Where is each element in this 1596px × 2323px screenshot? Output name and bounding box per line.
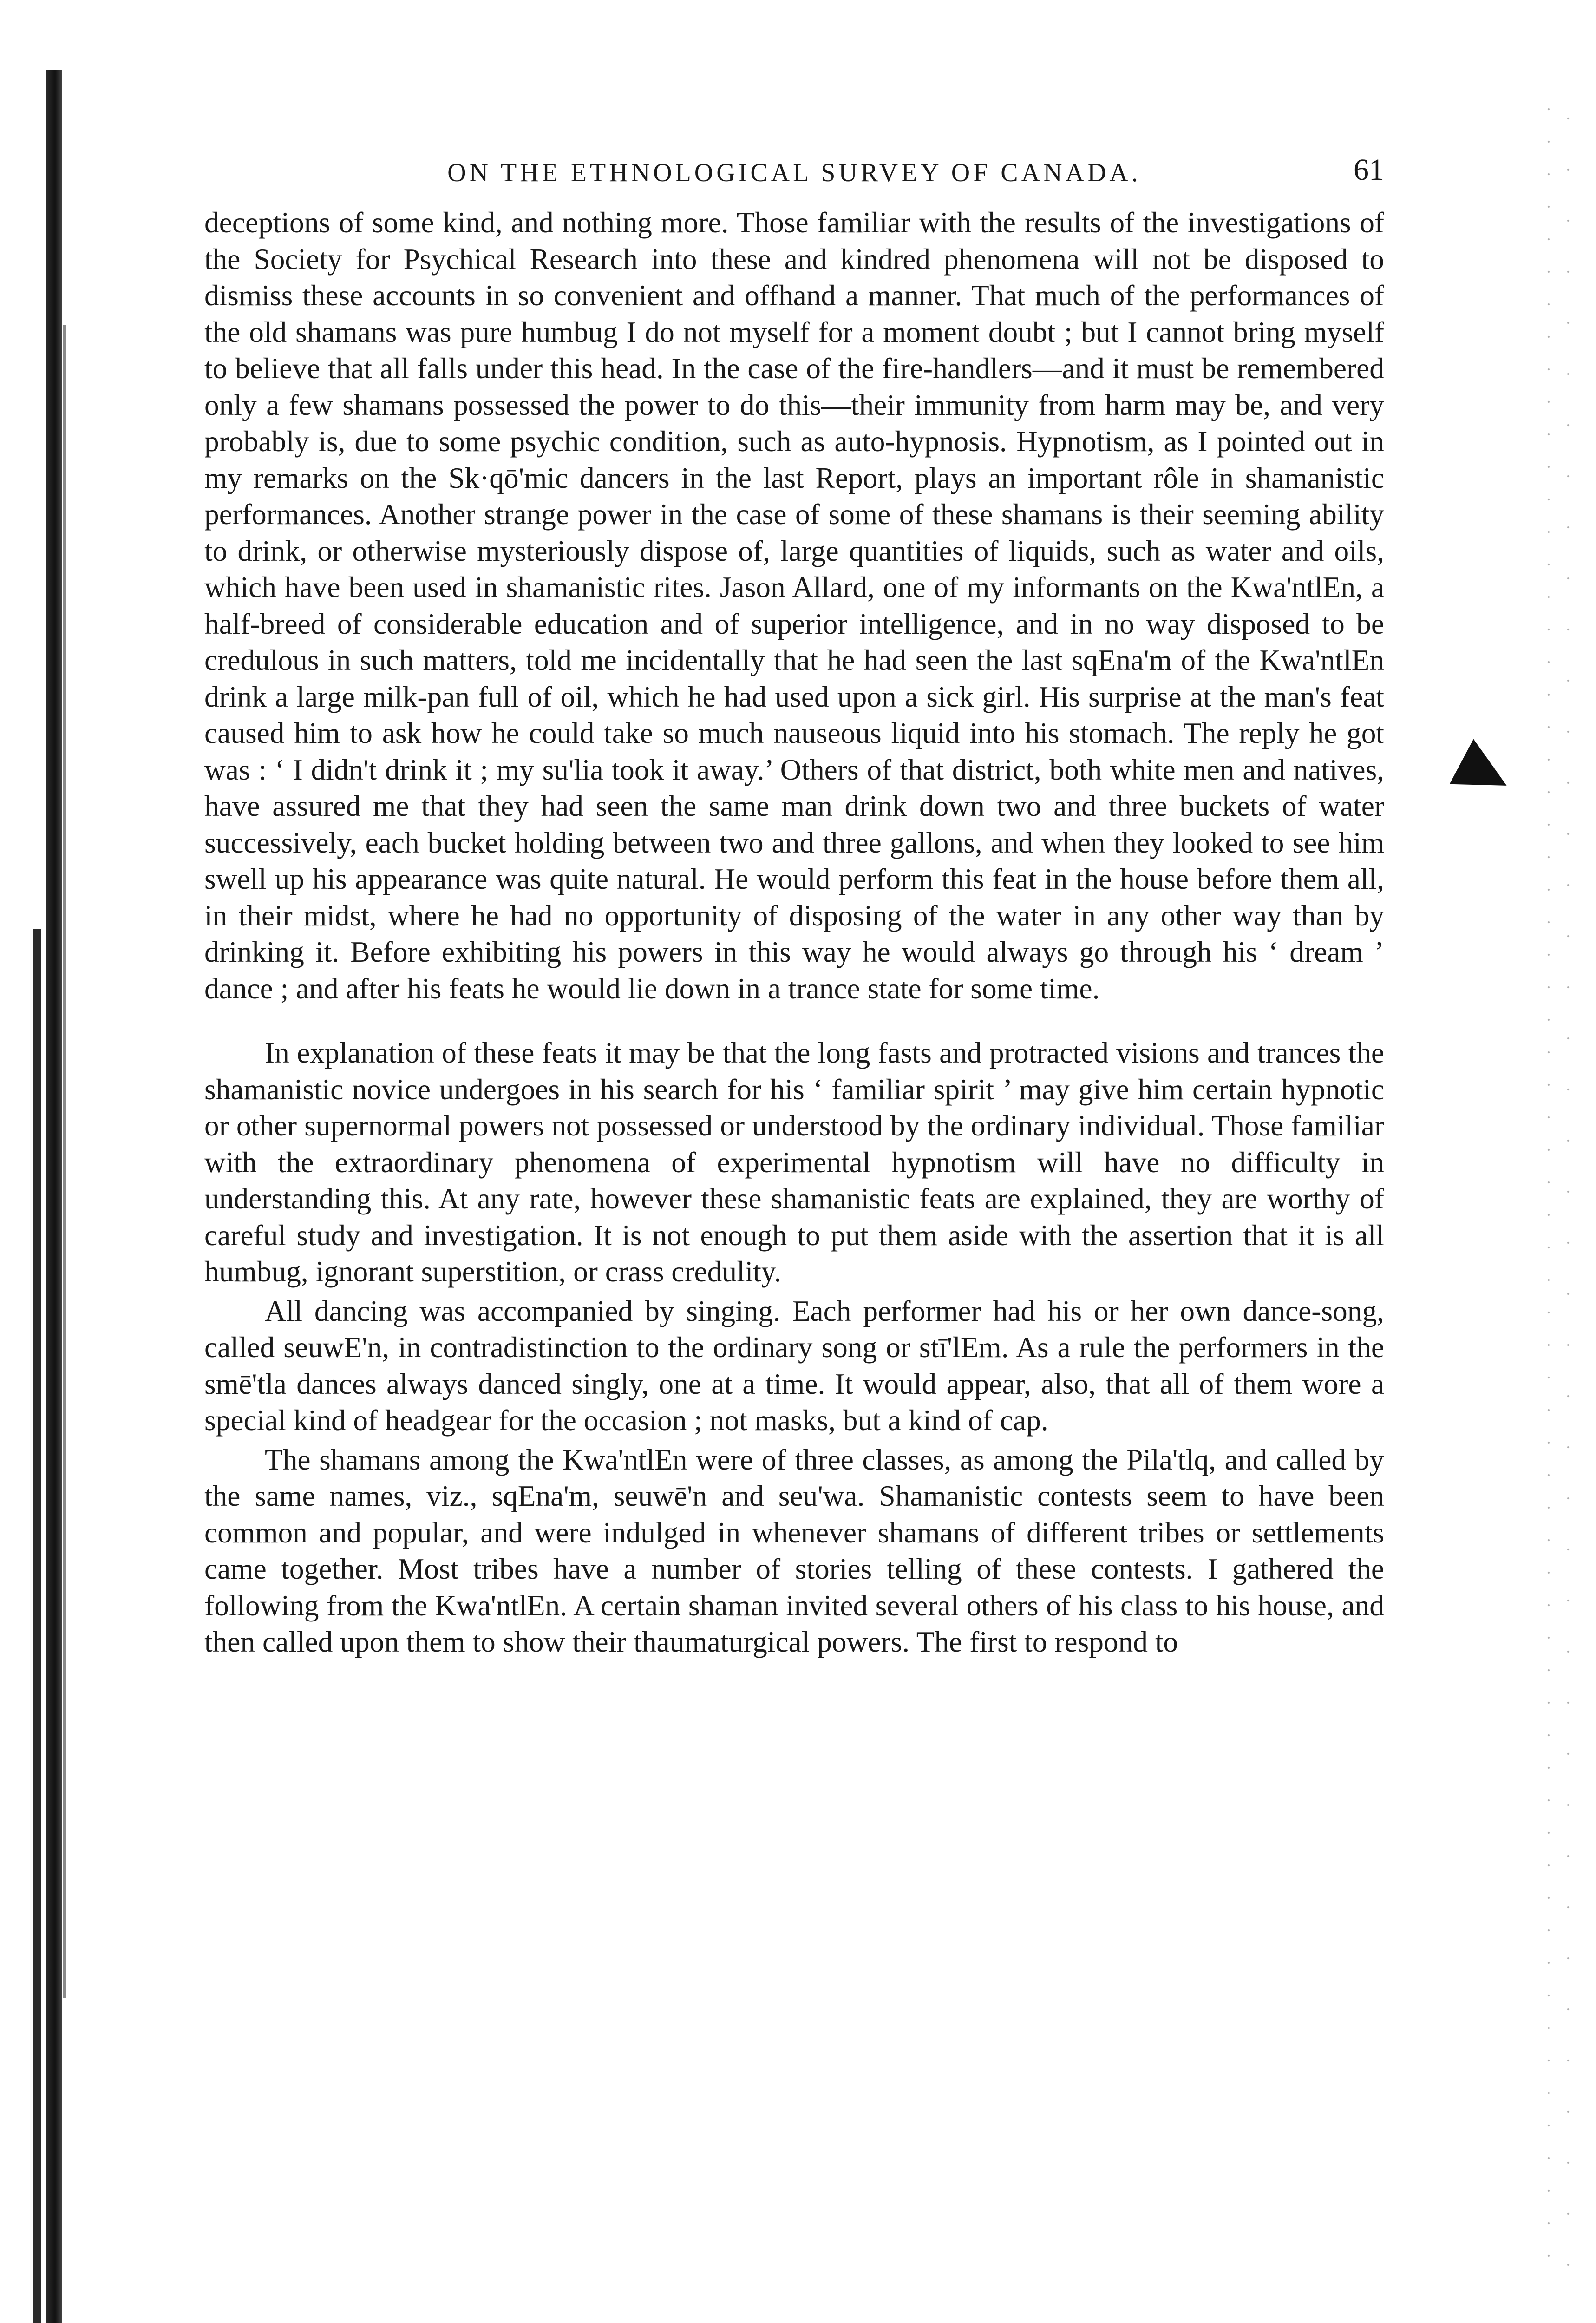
paragraph: The shamans among the Kwa'ntlEn were of three classes, as among the Pila'tlq, and called by the same names, viz., sqEna'm, seuwē'n and seu'wa. Shamanistic contests seem to have been common and popular, and were indulged in whenever shamans of different tribes or settlements came together. Most tribes have a number of stories telling of these contests. I gathered the following from the Kwa'ntlEn. A certain shaman invited several others of his class to his house, and then called upon them to show their thaumaturgical powers. The first to respond to (204, 1443, 1384, 1658)
text-body (204, 204, 1384, 1660)
page-number: 61 (1354, 153, 1384, 187)
paragraph: In explanation of these feats it may be that the long fasts and protracted visions and trances the shamanistic novice undergoes in his search for his ‘ familiar spirit ’ may give him certain hypnotic or other supernormal powers not possessed or understood by the ordinary individual. Those familiar with the extraordinary phenomena of experimental hypnotism will have no difficulty in understanding this. At any rate, however these shamanistic feats are explained, they are worthy of careful study and investigation. It is not enough to put them aside with the assertion that it is all humbug, ignorant superstition, or crass credulity. (204, 1037, 1384, 1288)
scan-specks (1566, 93, 1570, 2277)
binding-shadow (46, 70, 62, 2323)
scan-specks (1547, 93, 1550, 2277)
running-title: ON THE ETHNOLOGICAL SURVEY OF CANADA. (447, 158, 1141, 187)
page (204, 139, 1384, 1660)
binding-shadow-inner (63, 325, 66, 1998)
paragraph: All dancing was accompanied by singing. Each performer had his or her own dance-song, called seuwE'n, in contradistinction to the ordinary song or stī'lEm. As a rule the performers in the smē'tla dances always danced singly, one at a time. It would appear, also, that all of them wore a special kind of headgear for the occasion ; not masks, but a kind of cap. (204, 1294, 1384, 1437)
binding-shadow-outer (33, 929, 41, 2323)
running-head (204, 139, 1384, 195)
paragraph: deceptions of some kind, and nothing more. Those familiar with the results of the investigations of the Society for Psychical Research into these and kindred phenomena will not be disposed to dismiss these accounts in so convenient and offhand a manner. That much of the performances of the old shamans was pure humbug I do not myself for a moment doubt ; but I cannot bring myself to believe that all falls under this head. In the case of the fire-handlers—and it must be remembered only a few shamans possessed the power to do this—their immunity from harm may be, and very probably is, due to some psychic condition, such as auto-hypnosis. Hypnotism, as I pointed out in my remarks on the Sk·qō'mic dancers in the last Report, plays an important rôle in shamanistic performances. Another strange power in the case of some of these shamans is their seeming ability to drink, or otherwise mysteriously dispose of, large quantities of liquids, such as water and oils, which have been used in shamanistic rites. Jason Allard, one of my informants on the Kwa'ntlEn, a half-breed of considerable education and of superior intelligence, and in no way disposed to be credulous in such matters, told me incidentally that he had seen the last sqEna'm of the Kwa'ntlEn drink a large milk-pan full of oil, which he had used upon a sick girl. His surprise at the man's feat caused him to ask how he could take so much nauseous liquid into his stomach. The reply he got was : ‘ I didn't drink it ; my su'lia took it away.’ Others of that district, both white men and natives, have assured me that they had seen the same man drink down two and three buckets of water successively, each bucket holding between two and three gallons, and when they looked to see him swell up his appearance was quite natural. He would perform this feat in the house before them all, in their midst, where he had no opportunity of disposing of the water in any other way than by drinking it. Before exhibiting his powers in this way he would always go through his ‘ dream ’ dance ; and after his feats he would lie down in a trance state for some time. (204, 206, 1384, 1005)
margin-pointer-mark (1450, 739, 1519, 808)
